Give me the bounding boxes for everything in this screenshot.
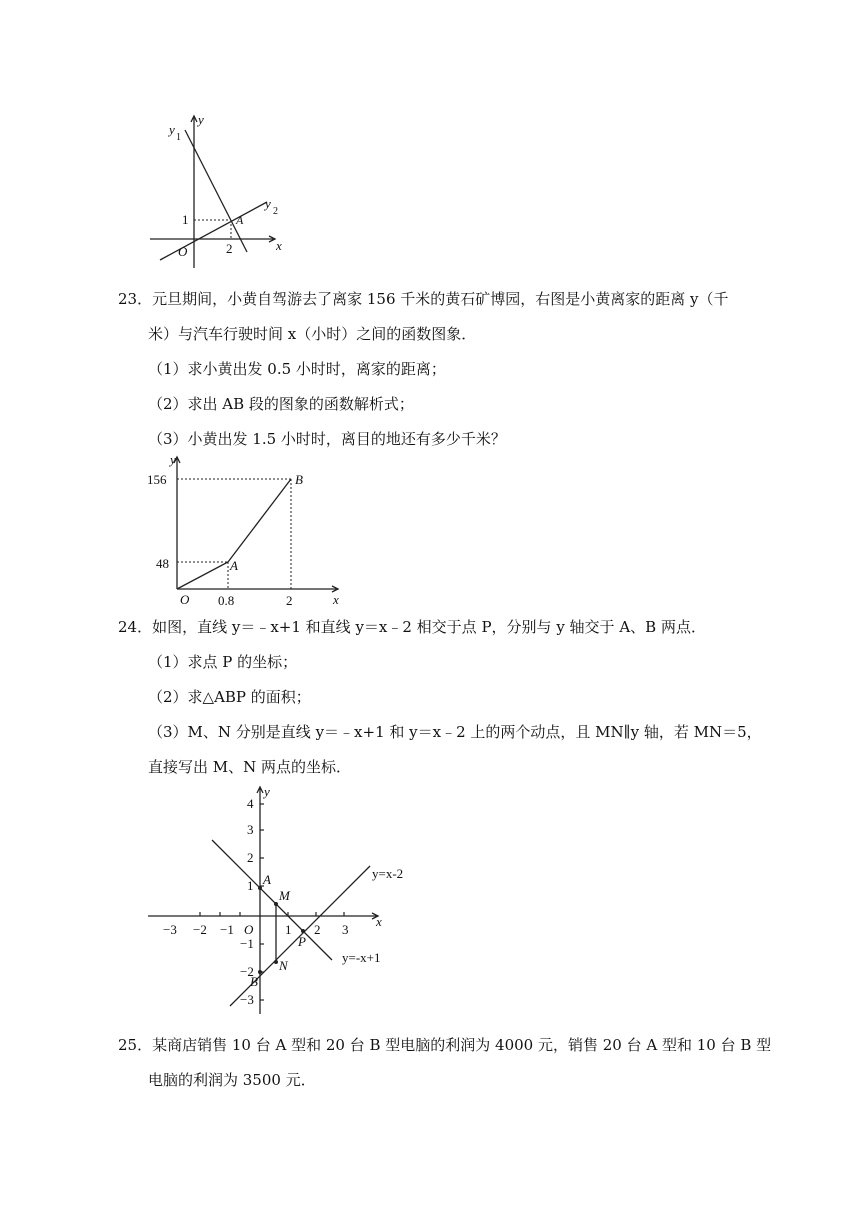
q23-sub2: （2）求出 AB 段的图象的函数解析式； [148,395,414,413]
x-axis-label: x [276,238,282,253]
y-tick-2: 2 [247,850,254,865]
x-tick-neg1: −1 [220,922,234,937]
x-tick-1: 1 [285,922,292,937]
figure-distance-time [140,452,350,610]
q24-line1: 24．如图，直线 y＝﹣x+1 和直线 y＝x﹣2 相交于点 P，分别与 y 轴交于 A、B 两点． [118,618,706,636]
q25-line1: 25．某商店销售 10 台 A 型和 20 台 B 型电脑的利润为 4000 元，销售 20 台 A 型和 10 台 B 型 [118,1036,772,1054]
point-p-label: P [298,934,306,949]
point-b-label: B [250,974,258,989]
line-y1-subscript: 1 [176,132,181,143]
point-b-label: B [295,472,303,487]
x-tick-0-8: 0.8 [218,593,235,608]
line-y-neg-x-plus-1 [212,840,332,960]
y-tick-48: 48 [156,556,169,571]
point-n-label: N [279,958,288,973]
y-tick-1: 1 [247,878,254,893]
y-tick-156: 156 [147,472,167,487]
line-y1-label: y [169,122,175,137]
y-axis-label: y [170,452,176,467]
x-axis-label: x [333,592,339,607]
q24-sub1: （1）求点 P 的坐标； [148,653,298,671]
x-tick-3: 3 [342,922,349,937]
y-axis-label: y [198,112,204,127]
q24-sub2: （2）求△ABP 的面积； [148,688,311,706]
origin-label: O [244,922,254,937]
x-tick-neg2: −2 [193,922,207,937]
q24-sub3b: 直接写出 M、N 两点的坐标． [148,758,352,776]
point-a-label: A [263,872,271,887]
q25-line2: 电脑的利润为 3500 元． [148,1071,316,1089]
q23-line1: 23．元旦期间，小黄自驾游去了离家 156 千米的黄石矿博园，右图是小黄离家的距离 y（千 [118,290,729,308]
q23-sub3: （3）小黄出发 1.5 小时时，离目的地还有多少千米？ [148,430,506,448]
point-a-dot [258,886,262,890]
line-y2 [160,202,267,260]
point-a-label: A [230,558,238,573]
point-b-dot [258,970,262,974]
origin-label: O [178,244,188,259]
tick-label-1: 1 [182,212,189,227]
q23-sub1: （1）求小黄出发 0.5 小时时，离家的距离； [148,360,446,378]
line-y-x-minus-2-label: y=x-2 [372,866,404,881]
point-a-label: A [236,213,244,227]
x-tick-2: 2 [286,593,293,608]
line-y2-label: y [265,196,271,211]
y-tick-3: 3 [247,822,254,837]
y-tick-neg3: −3 [240,992,254,1007]
line-y-neg-x-plus-1-label: y=-x+1 [342,950,381,965]
y-tick-4: 4 [247,796,254,811]
y-tick-neg2: −2 [240,964,254,979]
line-y2-subscript: 2 [273,206,278,217]
point-p-dot [301,929,305,933]
y-axis-label: y [264,784,270,799]
x-tick-2: 2 [314,922,321,937]
q24-sub3: （3）M、N 分别是直线 y＝﹣x+1 和 y＝x﹣2 上的两个动点，且 MN∥y 轴，若 MN＝5， [148,723,762,741]
tick-label-2: 2 [226,241,233,256]
figure-coordinate-plane [140,782,430,1022]
origin-label: O [180,592,190,607]
y-tick-neg1: −1 [240,936,254,951]
q23-line2: 米）与汽车行驶时间 x（小时）之间的函数图象． [148,325,477,343]
figure-lines-y1-y2 [145,110,285,275]
point-m-label: M [279,888,290,903]
point-n-dot [274,960,278,964]
x-tick-neg3: −3 [163,922,177,937]
point-m-dot [274,902,278,906]
x-axis-label: x [376,914,382,929]
